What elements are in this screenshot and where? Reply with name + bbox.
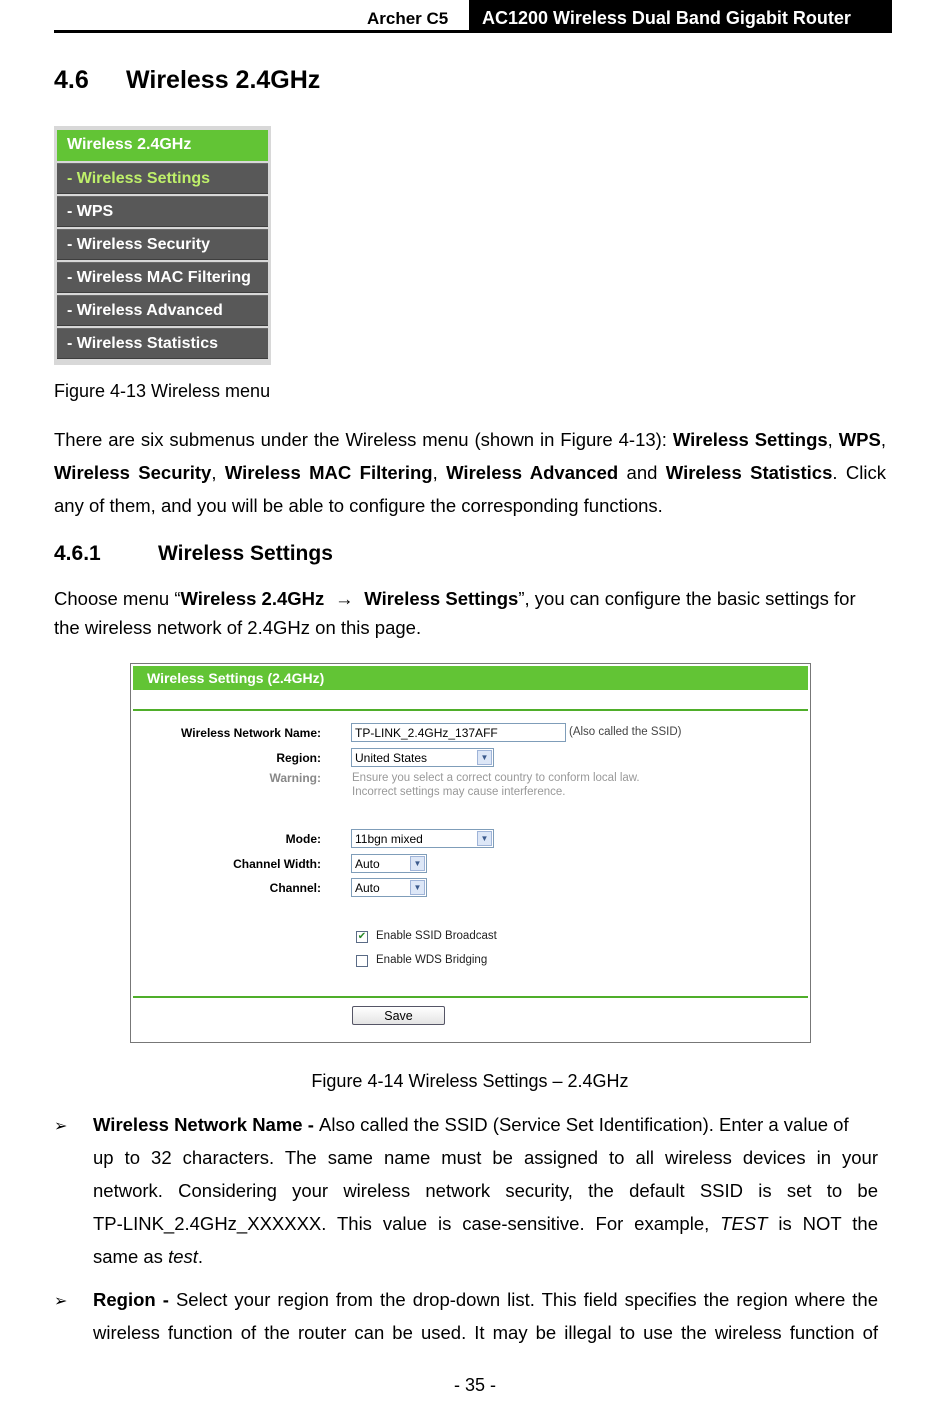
wireless-settings-panel — [130, 663, 811, 1043]
menu-header[interactable]: Wireless 2.4GHz — [57, 130, 268, 161]
intro-term: Wireless Security — [54, 462, 212, 483]
header-product: AC1200 Wireless Dual Band Gigabit Router — [469, 0, 892, 32]
warning-line-1: Ensure you select a correct country to conform local law. — [352, 772, 640, 784]
page-number: - 35 - — [453, 1375, 496, 1395]
intro-text: There are six submenus under the Wireless menu (shown in Figure 4-13): — [54, 429, 673, 450]
intro-text: , — [211, 462, 225, 483]
region-label: Region: — [276, 751, 321, 765]
bullet-italic: TEST — [720, 1213, 768, 1234]
bullet-ssid-line: network. Considering your wireless network security, the default SSID is set to be — [93, 1180, 878, 1201]
bullet-marker: ➢ — [54, 1293, 68, 1310]
choose-text: Choose menu “ — [54, 588, 181, 609]
bullet-text: . — [197, 1246, 204, 1267]
header-rule — [54, 30, 892, 33]
bullet-ssid-term: Wireless Network Name - — [93, 1114, 320, 1135]
warning-line-2: Incorrect settings may cause interference. — [352, 786, 566, 798]
choose-text: ”, you can configure the basic settings for — [518, 588, 856, 609]
channel-value: Auto — [355, 881, 380, 895]
ssid-input[interactable]: TP-LINK_2.4GHz_137AFF — [351, 723, 566, 742]
bullet-italic: test — [168, 1246, 198, 1267]
menu-item-wps[interactable]: - WPS — [57, 196, 268, 227]
bullet-text: Select your region from the drop-down list. This field specifies the region where the — [175, 1289, 878, 1310]
wireless-menu — [54, 126, 271, 365]
mode-value: 11bgn mixed — [355, 832, 423, 846]
chevron-down-icon: ▼ — [410, 856, 425, 871]
intro-text: , — [880, 429, 886, 450]
bullet-region-term: Region - — [93, 1289, 176, 1310]
bullet-text: is NOT the — [767, 1213, 878, 1234]
bullet-region — [93, 1283, 878, 1349]
ssid-note: (Also called the SSID) — [569, 726, 682, 738]
region-value: United States — [355, 751, 428, 765]
intro-term: Wireless Statistics — [665, 462, 833, 483]
wds-label: Enable WDS Bridging — [376, 954, 488, 966]
bullet-ssid-line — [93, 1240, 878, 1273]
bullet-text: same as — [93, 1246, 169, 1267]
intro-term: Wireless MAC Filtering — [224, 462, 433, 483]
channel-select[interactable] — [351, 878, 427, 897]
ssid-broadcast-label: Enable SSID Broadcast — [376, 930, 497, 942]
section-title-text: Wireless 2.4GHz — [126, 66, 321, 94]
intro-text: , — [432, 462, 447, 483]
panel-divider-bottom — [133, 996, 808, 998]
bullet-ssid — [93, 1108, 878, 1273]
figure-14-caption: Figure 4-14 Wireless Settings – 2.4GHz — [311, 1071, 629, 1091]
bullet-ssid-line — [93, 1108, 878, 1141]
header-model: Archer C5 — [367, 9, 449, 28]
figure-13-caption: Figure 4-13 Wireless menu — [54, 381, 271, 401]
subsection-title — [54, 542, 333, 566]
channel-width-label: Channel Width: — [233, 857, 321, 871]
section-title — [54, 66, 320, 95]
menu-item-wireless-settings[interactable]: - Wireless Settings — [57, 163, 268, 194]
intro-term: Wireless Advanced — [446, 462, 619, 483]
intro-paragraph — [54, 423, 886, 522]
bullet-ssid-line: up to 32 characters. The same name must be assigned to all wireless devices in your — [93, 1147, 878, 1168]
menu-item-wireless-statistics[interactable]: - Wireless Statistics — [57, 328, 268, 359]
subsection-title-text: Wireless Settings — [158, 542, 333, 565]
section-number: 4.6 — [54, 66, 89, 94]
save-button[interactable]: Save — [352, 1006, 445, 1025]
subsection-number: 4.6.1 — [54, 542, 101, 565]
channel-label: Channel: — [269, 881, 321, 895]
bullet-marker: ➢ — [54, 1118, 68, 1135]
channel-width-value: Auto — [355, 857, 380, 871]
intro-text: , — [827, 429, 839, 450]
bullet-text: TP-LINK_2.4GHz_XXXXXX. This value is case-sensitive. For example, — [93, 1213, 721, 1234]
bullet-region-line: wireless function of the router can be used. It may be illegal to use the wireless function of — [93, 1322, 878, 1343]
mode-label: Mode: — [285, 832, 321, 846]
bullet-region-line — [93, 1283, 878, 1316]
choose-term: Wireless 2.4GHz — [180, 588, 325, 609]
warning-label: Warning: — [269, 771, 321, 785]
menu-item-wireless-advanced[interactable]: - Wireless Advanced — [57, 295, 268, 326]
panel-divider-top — [133, 709, 808, 711]
choose-term: Wireless Settings — [364, 588, 519, 609]
panel-title: Wireless Settings (2.4GHz) — [133, 666, 808, 690]
chevron-down-icon: ▼ — [477, 750, 492, 765]
intro-term: WPS — [838, 429, 881, 450]
arrow-right-icon: → — [335, 588, 354, 609]
ssid-broadcast-checkbox[interactable] — [356, 931, 368, 943]
intro-text: and — [618, 462, 666, 483]
warning-text — [352, 771, 640, 799]
bullet-ssid-line — [93, 1207, 878, 1240]
choose-paragraph — [54, 584, 886, 642]
bullet-text: Also called the SSID (Service Set Identification). Enter a value of — [319, 1114, 849, 1135]
menu-item-wireless-security[interactable]: - Wireless Security — [57, 229, 268, 260]
intro-term: Wireless Settings — [672, 429, 828, 450]
region-select[interactable] — [351, 748, 494, 767]
choose-line-1 — [54, 584, 886, 613]
wds-checkbox[interactable] — [356, 955, 368, 967]
channel-width-select[interactable] — [351, 854, 427, 873]
ssid-label: Wireless Network Name: — [181, 726, 321, 740]
menu-item-mac-filtering[interactable]: - Wireless MAC Filtering — [57, 262, 268, 293]
choose-line-2: the wireless network of 2.4GHz on this page. — [54, 617, 422, 638]
chevron-down-icon: ▼ — [477, 831, 492, 846]
intro-text: . Click any of them, and you will be able to configure the corresponding functions. — [54, 462, 886, 516]
chevron-down-icon: ▼ — [410, 880, 425, 895]
mode-select[interactable] — [351, 829, 494, 848]
checkmark-icon: ✔ — [357, 931, 367, 942]
